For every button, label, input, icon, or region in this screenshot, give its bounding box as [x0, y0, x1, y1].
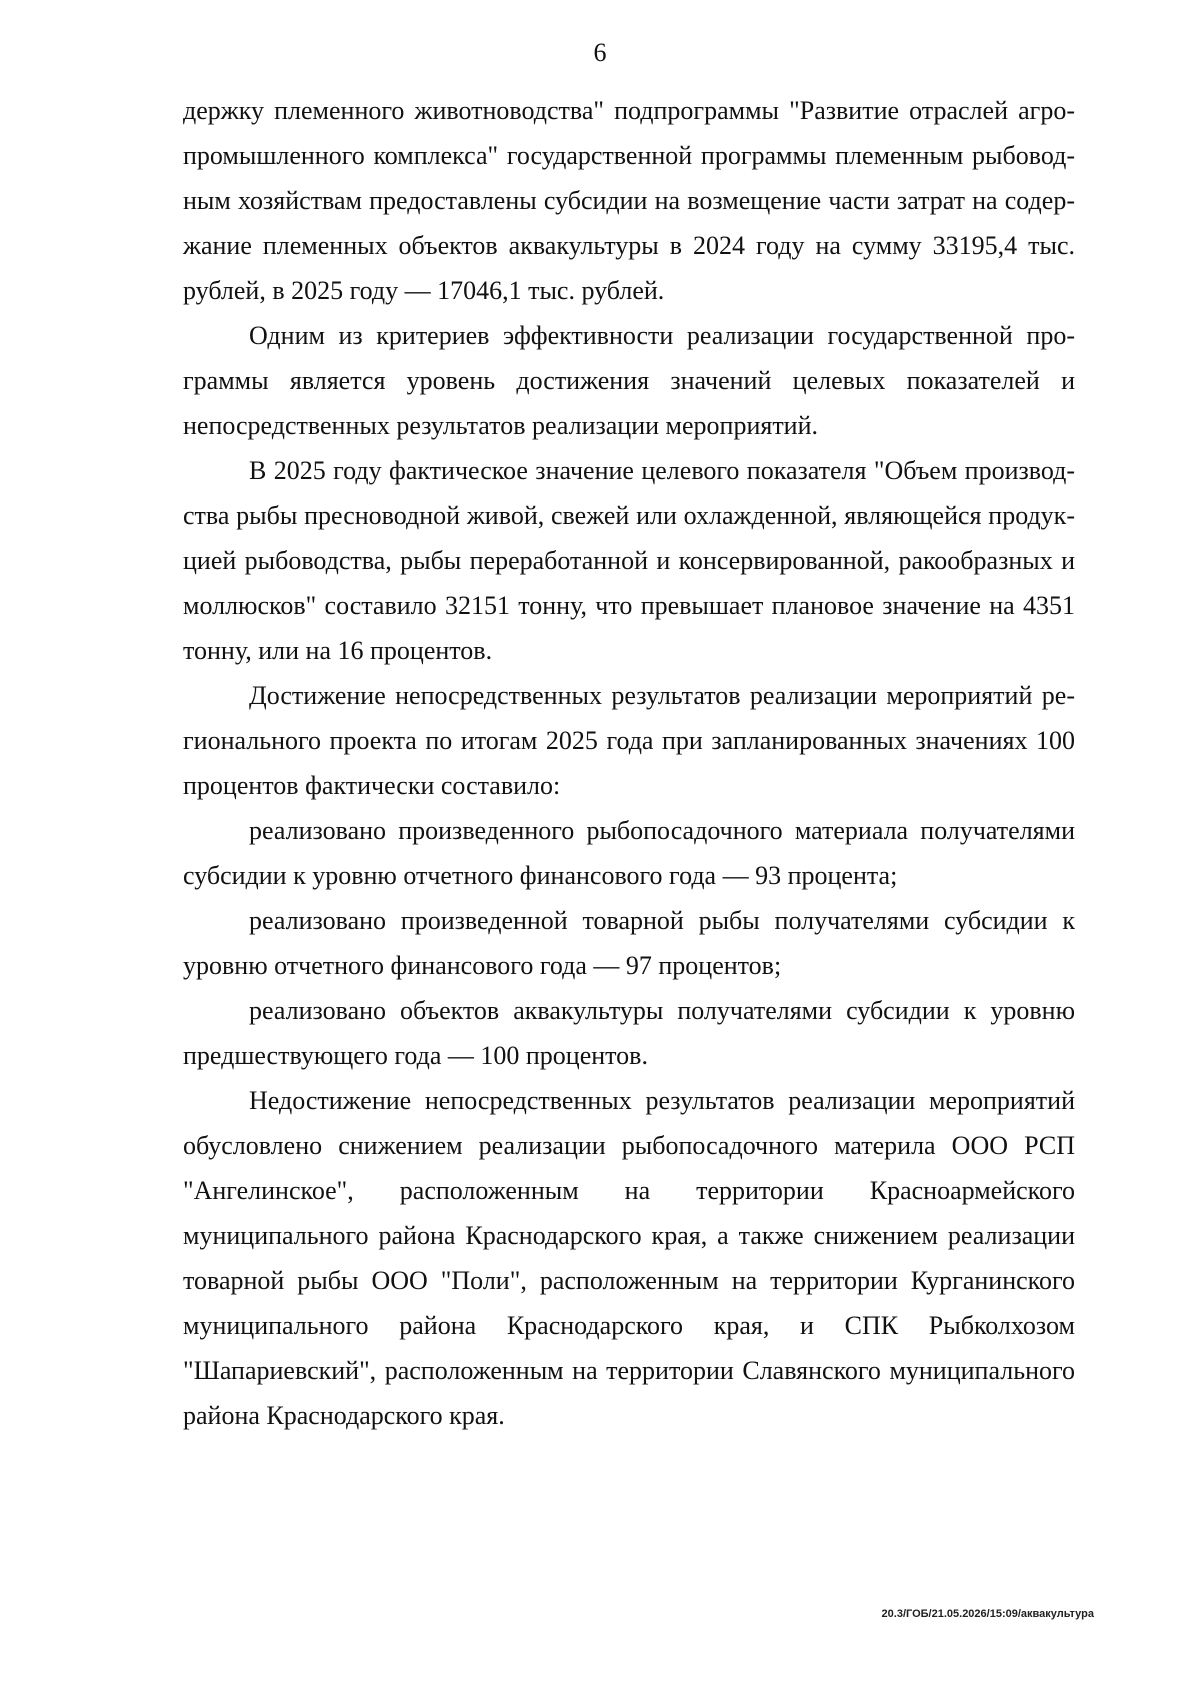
paragraph-3: В 2025 году фактическое значение целевого показателя "Объем производства рыбы пресноводной живой, свежей или охлажденной, являющейся продукцией рыбоводства, рыбы переработанной и консервированной, ракообразных и моллюсков" составило 32151 тонну, что превышает плановое значение на 4351 тонну, или на 16 процентов. [183, 456, 1075, 665]
list-item-2: реализовано произведенной товарной рыбы получателями субсидии к уровню отчетного финансового года — 97 процентов; [183, 906, 1075, 980]
paragraph-2: Одним из критериев эффективности реализации государственной программы является уровень достижения значений целевых показателей и непосредственных результатов реализации мероприятий. [183, 321, 1075, 440]
paragraph-1: держку племенного животноводства" подпрограммы "Развитие отраслей агропромышленного комплекса" государственной программы племенным рыбоводным хозяйствам предоставлены субсидии на возмещение части затрат на содержание племенных объектов аквакультуры в 2024 году на сумму 33195,4 тыс. рублей, в 2025 году — 17046,1 тыс. рублей. [183, 96, 1075, 305]
list-item-3: реализовано объектов аквакультуры получателями субсидии к уровню предшествующего года — 100 процентов. [183, 996, 1075, 1070]
paragraph-4: Достижение непосредственных результатов реализации мероприятий регионального проекта по итогам 2025 года при запланированных значениях 100 процентов фактически составило: [183, 681, 1075, 800]
document-body [183, 88, 1075, 1438]
document-code: 20.3/ГОБ/21.05.2026/15:09/аквакультура [881, 1608, 1094, 1620]
page-number: 6 [593, 38, 607, 67]
list-item-1: реализовано произведенного рыбопосадочного материала получателями субсидии к уровню отчетного финансового года — 93 процента; [183, 816, 1075, 890]
paragraph-5: Недостижение непосредственных результатов реализации мероприятий обусловлено снижением реализации рыбопосадочного материла ООО РСП "Ангелинское", расположенным на территории Красноармейского муниципального района Краснодарского края, а также снижением реализации товарной рыбы ООО "Поли", расположенным на территории Курганинского муниципального района Краснодарского края, и СПК Рыбколхозом "Шапариевский", расположенным на территории Славянского муниципального района Краснодарского края. [183, 1086, 1075, 1430]
